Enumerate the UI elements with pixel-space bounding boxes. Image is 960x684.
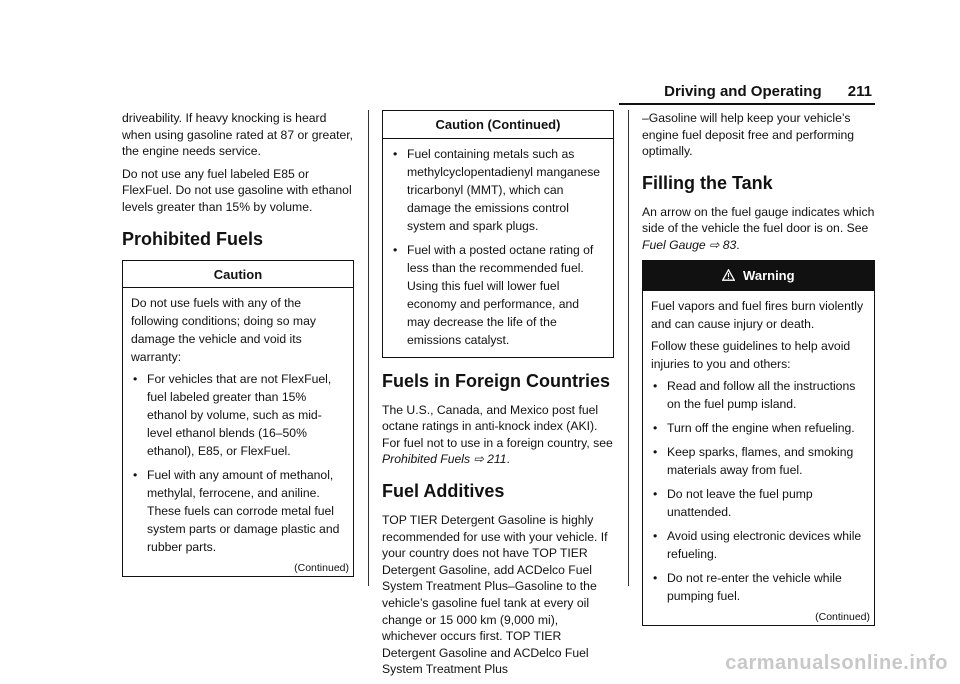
caution-continued-box [382,110,614,358]
paragraph: An arrow on the fuel gauge indicates which side of the vehicle the fuel door is on. See Fuel Gauge ⇨ 83. [642,204,875,252]
bullet-icon: • [653,445,658,460]
bullet-icon: • [653,421,658,436]
section-heading: Fuel Additives [382,480,505,501]
caution-title: Caution (Continued) [383,111,613,139]
list-item: • Do not leave the fuel pump unattended. [653,487,813,520]
bullet-icon: • [653,487,658,502]
paragraph: Do not use any fuel labeled E85 or FlexFuel. Do not use gasoline with ethanol levels greater than 15% by volume. [122,166,352,214]
warning-box [642,260,875,627]
section-heading: Fuels in Foreign Countries [382,370,611,391]
bullet-icon: • [393,146,398,161]
list-item: • Turn off the engine when refueling. [653,421,855,436]
warning-icon [722,268,739,283]
paragraph: The U.S., Canada, and Mexico post fuel octane ratings in anti-knock index (AKI). For fuel not to use in a foreign country, see Prohibited Fuels ⇨ 211. [382,402,613,467]
bullet-icon: • [133,372,138,387]
list-item: • For vehicles that are not FlexFuel, fuel labeled greater than 15% ethanol by volume, such as mid-level ethanol blends (16–50% ethanol), E85, or FlexFuel. [133,372,332,459]
column-divider [628,110,629,586]
column-divider [368,110,369,586]
paragraph: –Gasoline will help keep your vehicle’s engine fuel deposit free and performing optimally. [642,111,855,159]
watermark: carmanualsonline.info [725,652,948,675]
warning-title: Warning [643,261,874,292]
paragraph: driveability. If heavy knocking is heard when using gasoline rated at 87 or greater, the engine needs service. [122,111,354,159]
section-heading: Prohibited Fuels [122,228,264,249]
header-rule [619,103,875,105]
continued-label: (Continued) [815,611,870,624]
section-title: Driving and Operating [664,83,822,100]
cross-reference-link[interactable]: Fuel Gauge ⇨ 83 [642,237,737,252]
caution-box [122,260,354,578]
page-number: 211 [847,83,872,100]
list-item: • Do not re-enter the vehicle while pumping fuel. [653,571,842,604]
column-1 [122,110,354,577]
section-heading: Filling the Tank [642,172,773,193]
bullet-icon: • [133,468,138,483]
page-header [664,84,872,101]
column-2 [382,110,614,684]
warning-intro: Follow these guidelines to help avoid injuries to you and others: [651,339,851,372]
bullet-icon: • [393,242,398,257]
bullet-icon: • [653,379,658,394]
list-item: • Read and follow all the instructions on the fuel pump island. [653,379,856,412]
list-item: • Fuel with a posted octane rating of less than the recommended fuel. Using this fuel will lower fuel economy and performance, and may decrease the life of the emissions catalyst. [393,242,594,347]
paragraph: TOP TIER Detergent Gasoline is highly recommended for use with your vehicle. If your country does not have TOP TIER Detergent Gasoline, add ACDelco Fuel System Treatment Plus–Gasoline to the vehicle’s gasoline fuel tank at every oil change or 15 000 km (9,000 mi), whichever occurs first. TOP TIER Detergent Gasoline and ACDelco Fuel System Treatment Plus [382,512,608,677]
continued-label: (Continued) [294,562,349,575]
bullet-icon: • [653,529,658,544]
arrow-icon: ⇨ [473,452,484,467]
bullet-icon: • [653,571,658,586]
list-item: • Fuel with any amount of methanol, methylal, ferrocene, and aniline. These fuels can corrode metal fuel system parts or damage plastic and rubber parts. [133,468,340,555]
caution-intro: Do not use fuels with any of the following conditions; doing so may damage the vehicle and void its warranty: [131,296,316,365]
column-3 [642,110,875,626]
caution-title: Caution [123,261,353,289]
list-item: • Avoid using electronic devices while refueling. [653,529,862,562]
list-item: • Fuel containing metals such as methylcyclopentadienyl manganese tricarbonyl (MMT), which can damage the emissions control system and spark plugs. [393,146,601,233]
cross-reference-link[interactable]: Prohibited Fuels ⇨ 211 [382,452,507,467]
list-item: • Keep sparks, flames, and smoking materials away from fuel. [653,445,854,478]
warning-intro: Fuel vapors and fuel fires burn violently and can cause injury or death. [651,299,864,332]
arrow-icon: ⇨ [709,237,720,252]
